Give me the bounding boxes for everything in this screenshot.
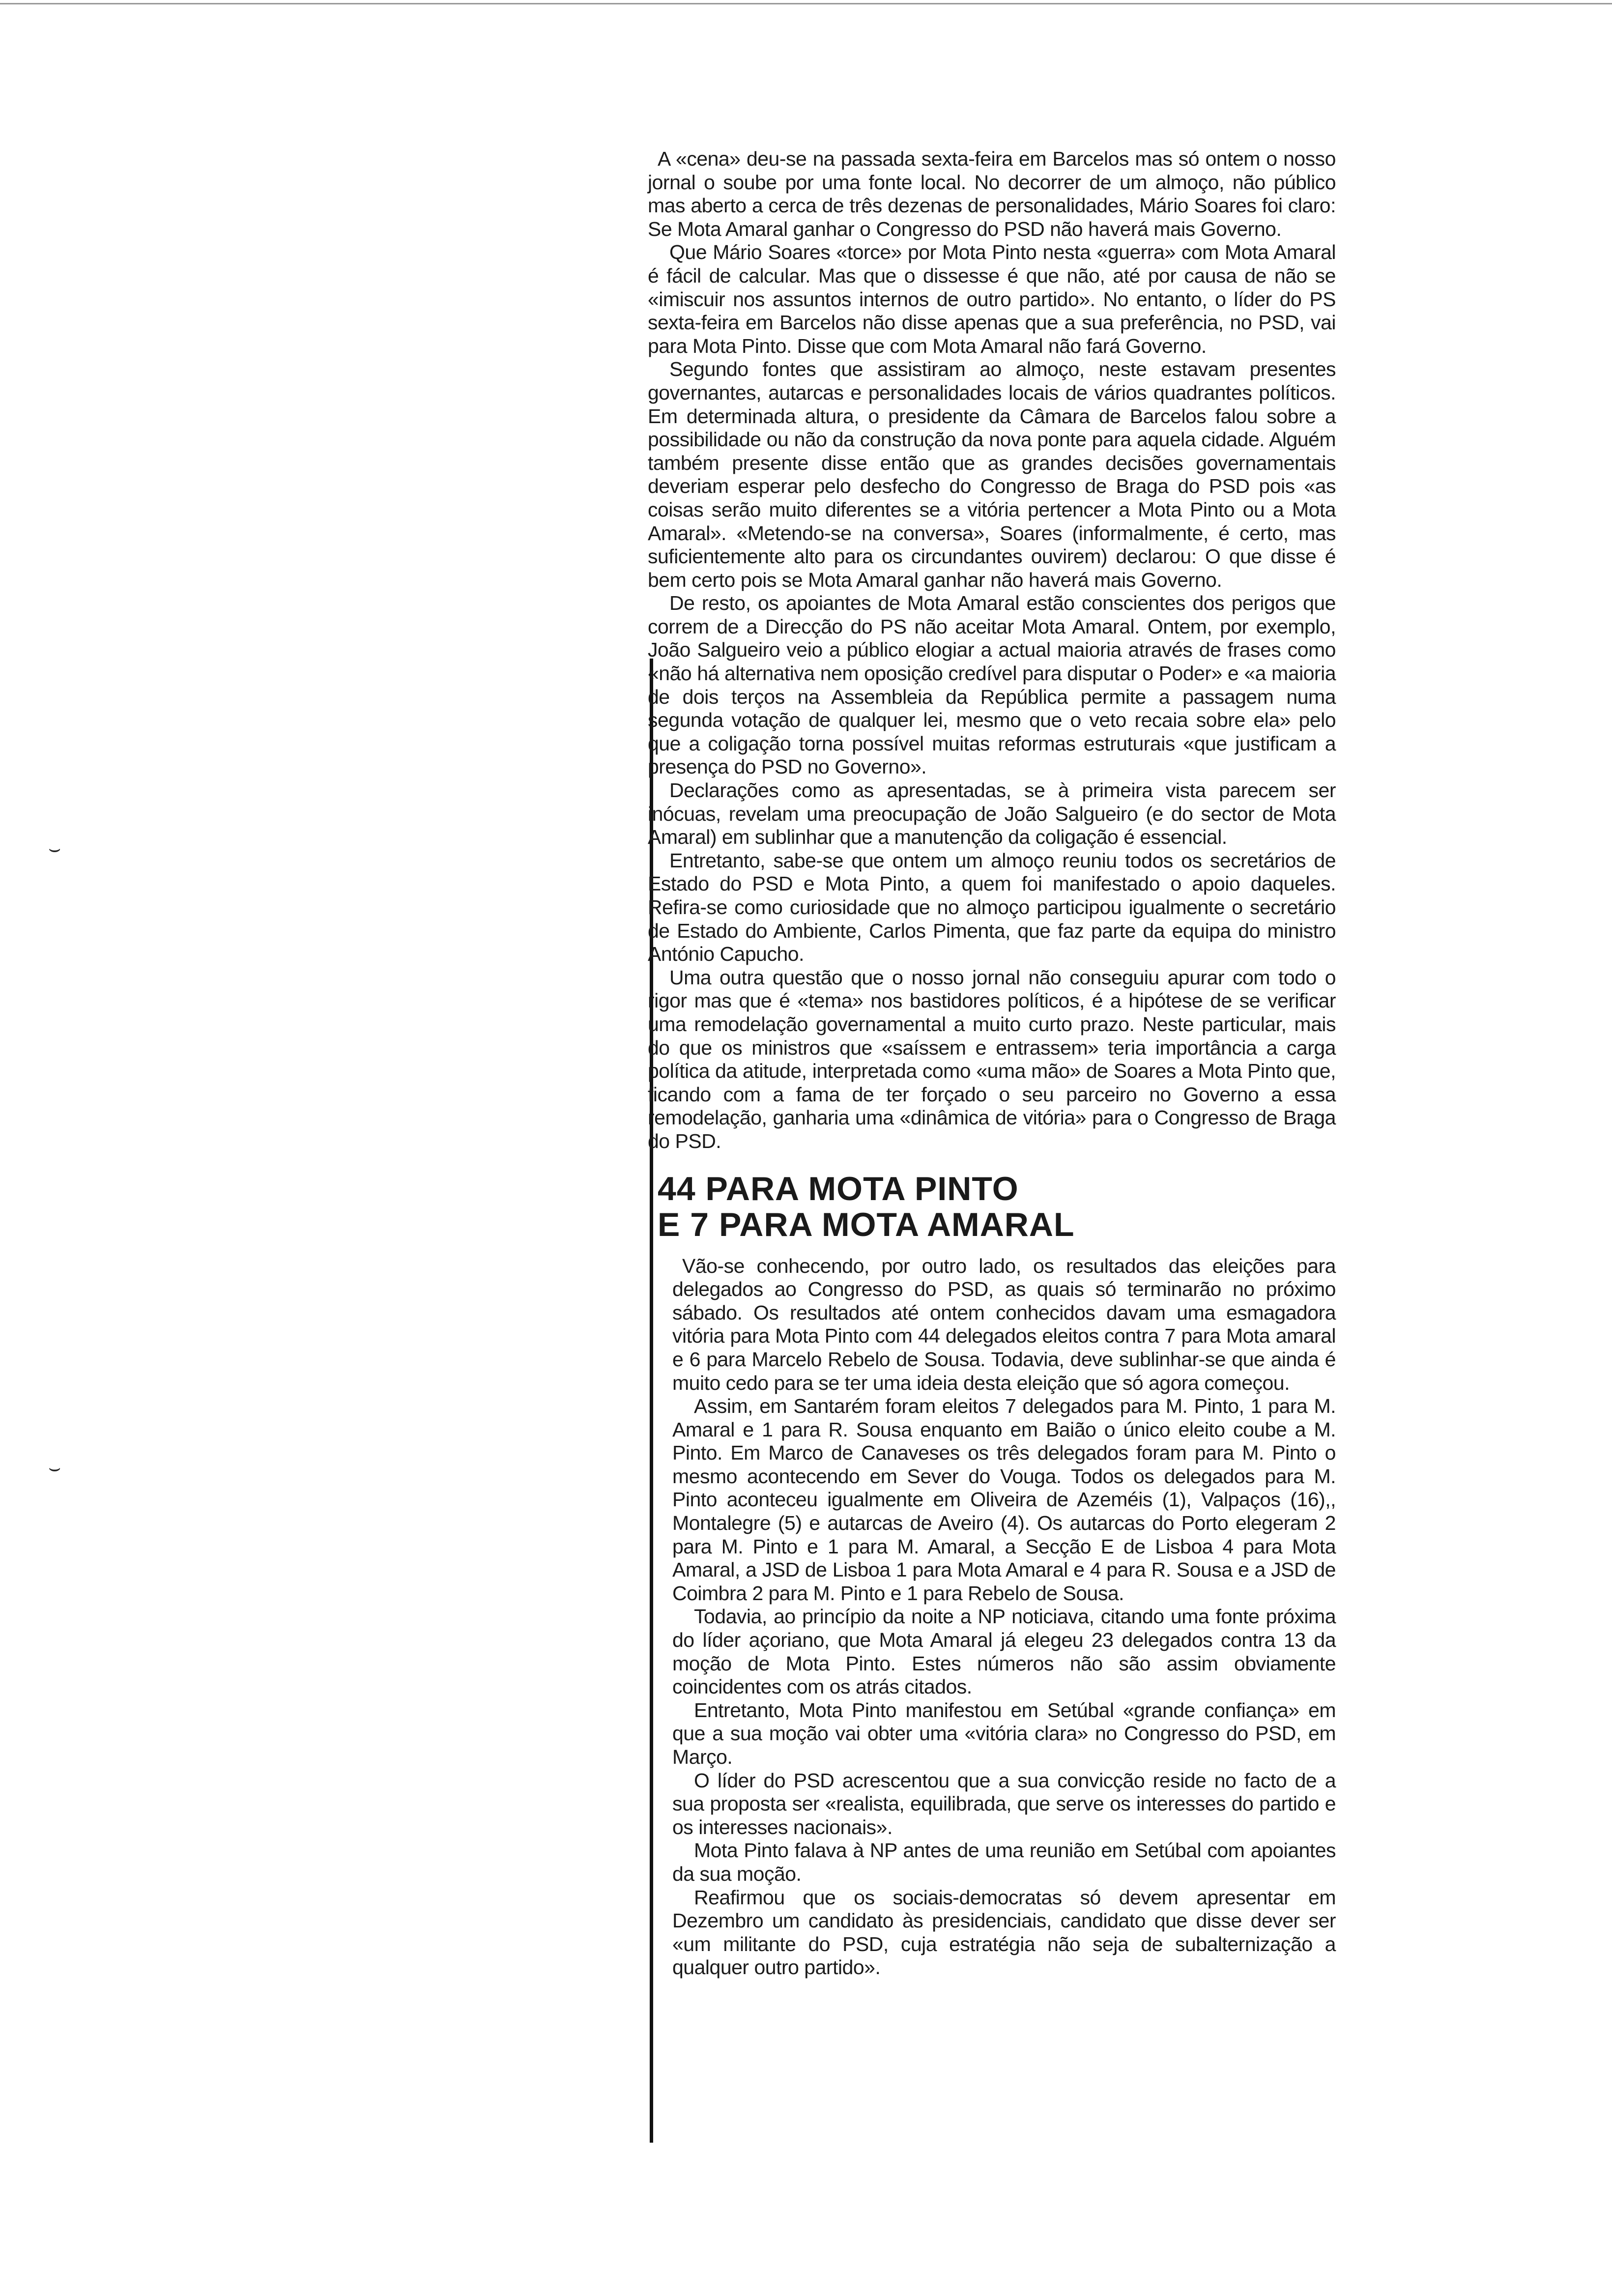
news-article [648,147,1336,1980]
paragraph: A «cena» deu-se na passada sexta-feira em Barcelos mas só ontem o nosso jornal o soube por uma fonte local. No decorrer de um almoço, não público mas aberto a cerca de três dezenas de personalidades, Mário Soares foi claro: Se Mota Amaral ganhar o Congresso do PSD não haverá mais Governo. [648,147,1336,240]
margin-mark: ⌣ [48,838,61,860]
paragraph: Assim, em Santarém foram eleitos 7 delegados para M. Pinto, 1 para M. Amaral e 1 para R. Sousa enquanto em Baião o único eleito coube a M. Pinto. Em Marco de Canaveses os três delegados foram para M. Pinto o mesmo acontecendo em Sever do Vouga. Todos os delegados para M. Pinto aconteceu igualmente em Oliveira de Azeméis (1), Valpaços (16),, Montalegre (5) e autarcas de Aveiro (4). Os autarcas do Porto elegeram 2 para M. Pinto e 1 para M. Amaral, a Secção E de Lisboa 4 para Mota Amaral, a JSD de Lisboa 1 para Mota Amaral e 4 para R. Sousa e a JSD de Coimbra 2 para M. Pinto e 1 para Rebelo de Sousa. [672,1395,1336,1605]
scan-top-border [0,3,1612,4]
paragraph: De resto, os apoiantes de Mota Amaral estão conscientes dos perigos que correm de a Direcção do PS não aceitar Mota Amaral. Ontem, por exemplo, João Salgueiro veio a público elogiar a actual maioria através de frases como «não há alternativa nem oposição credível para disputar o Poder» e «a maioria de dois terços na Assembleia da República permite a passagem numa segunda votação de qualquer lei, mesmo que o veto recaia sobre ela» pelo que a coligação torna possível muitas reformas estruturais «que justificam a presença do PSD no Governo». [648,592,1336,778]
article-body-bottom [648,1255,1336,1980]
paragraph: Entretanto, sabe-se que ontem um almoço reuniu todos os secretários de Estado do PSD e Mota Pinto, a quem foi manifestado o apoio daqueles. Refira-se como curiosidade que no almoço participou igualmente o secretário de Estado do Ambiente, Carlos Pimenta, que faz parte da equipa do ministro António Capucho. [648,849,1336,966]
paragraph: Segundo fontes que assistiram ao almoço, neste estavam presentes governantes, autarcas e personalidades locais de vários quadrantes políticos. Em determinada altura, o presidente da Câmara de Barcelos falou sobre a possibilidade ou não da construção da nova ponte para aquela cidade. Alguém também presente disse então que as grandes decisões governamentais deveriam esperar pelo desfecho do Congresso de Braga do PSD pois «as coisas serão muito diferentes se a vitória pertencer a Mota Pinto ou a Mota Amaral». «Metendo-se na conversa», Soares (informalmente, é certo, mas suficientemente alto para os circundantes ouvirem) declarou: O que disse é bem certo pois se Mota Amaral ganhar não haverá mais Governo. [648,358,1336,591]
paragraph: Todavia, ao princípio da noite a NP noticiava, citando uma fonte próxima do líder açoriano, que Mota Amaral já elegeu 23 delegados contra 13 da moção de Mota Pinto. Estes números não são assim obviamente coincidentes com os atrás citados. [672,1605,1336,1698]
margin-mark: ⌣ [48,1457,61,1479]
headline-line: E 7 PARA MOTA AMARAL [658,1205,1075,1243]
paragraph: Declarações como as apresentadas, se à primeira vista parecem ser inócuas, revelam uma preocupação de João Salgueiro (e do sector de Mota Amaral) em sublinhar que a manutenção da coligação é essencial. [648,779,1336,849]
paragraph: Mota Pinto falava à NP antes de uma reunião em Setúbal com apoiantes da sua moção. [672,1839,1336,1885]
paragraph: O líder do PSD acrescentou que a sua convicção reside no facto de a sua proposta ser «realista, equilibrada, que serve os interesses do partido e os interesses nacionais». [672,1769,1336,1838]
headline-line: 44 PARA MOTA PINTO [658,1170,1019,1207]
paragraph: Vão-se conhecendo, por outro lado, os resultados das eleições para delegados ao Congresso do PSD, as quais só terminarão no próximo sábado. Os resultados até ontem conhecidos davam uma esmagadora vitória para Mota Pinto com 44 delegados eleitos contra 7 para Mota amaral e 6 para Marcelo Rebelo de Sousa. Todavia, deve sublinhar-se que ainda é muito cedo para se ter uma ideia desta eleição que só agora começou. [672,1254,1336,1394]
paragraph: Que Mário Soares «torce» por Mota Pinto nesta «guerra» com Mota Amaral é fácil de calcular. Mas que o dissesse é que não, até por causa de não se «imiscuir nos assuntos internos de outro partido». No entanto, o líder do PS sexta-feira em Barcelos não disse apenas que a sua preferência, no PSD, vai para Mota Pinto. Disse que com Mota Amaral não fará Governo. [648,241,1336,357]
paragraph: Uma outra questão que o nosso jornal não conseguiu apurar com todo o rigor mas que é «tema» nos bastidores políticos, é a hipótese de se verificar uma remodelação governamental a muito curto prazo. Neste particular, mais do que os ministros que «saíssem e entrassem» teria importância a carga política da atitude, interpretada como «uma mão» de Soares a Mota Pinto que, ficando com a fama de ter forçado o seu parceiro no Governo a essa remodelação, ganharia uma «dinâmica de vitória» para o Congresso de Braga do PSD. [648,966,1336,1152]
section-headline [658,1171,1336,1243]
paragraph: Entretanto, Mota Pinto manifestou em Setúbal «grande confiança» em que a sua moção vai obter uma «vitória clara» no Congresso do PSD, em Março. [672,1698,1336,1768]
article-body-top [648,147,1336,1153]
paragraph: Reafirmou que os sociais-democratas só devem apresentar em Dezembro um candidato às presidenciais, candidato que disse dever ser «um militante do PSD, cuja estratégia não seja de subalternização a qualquer outro partido». [672,1886,1336,1979]
